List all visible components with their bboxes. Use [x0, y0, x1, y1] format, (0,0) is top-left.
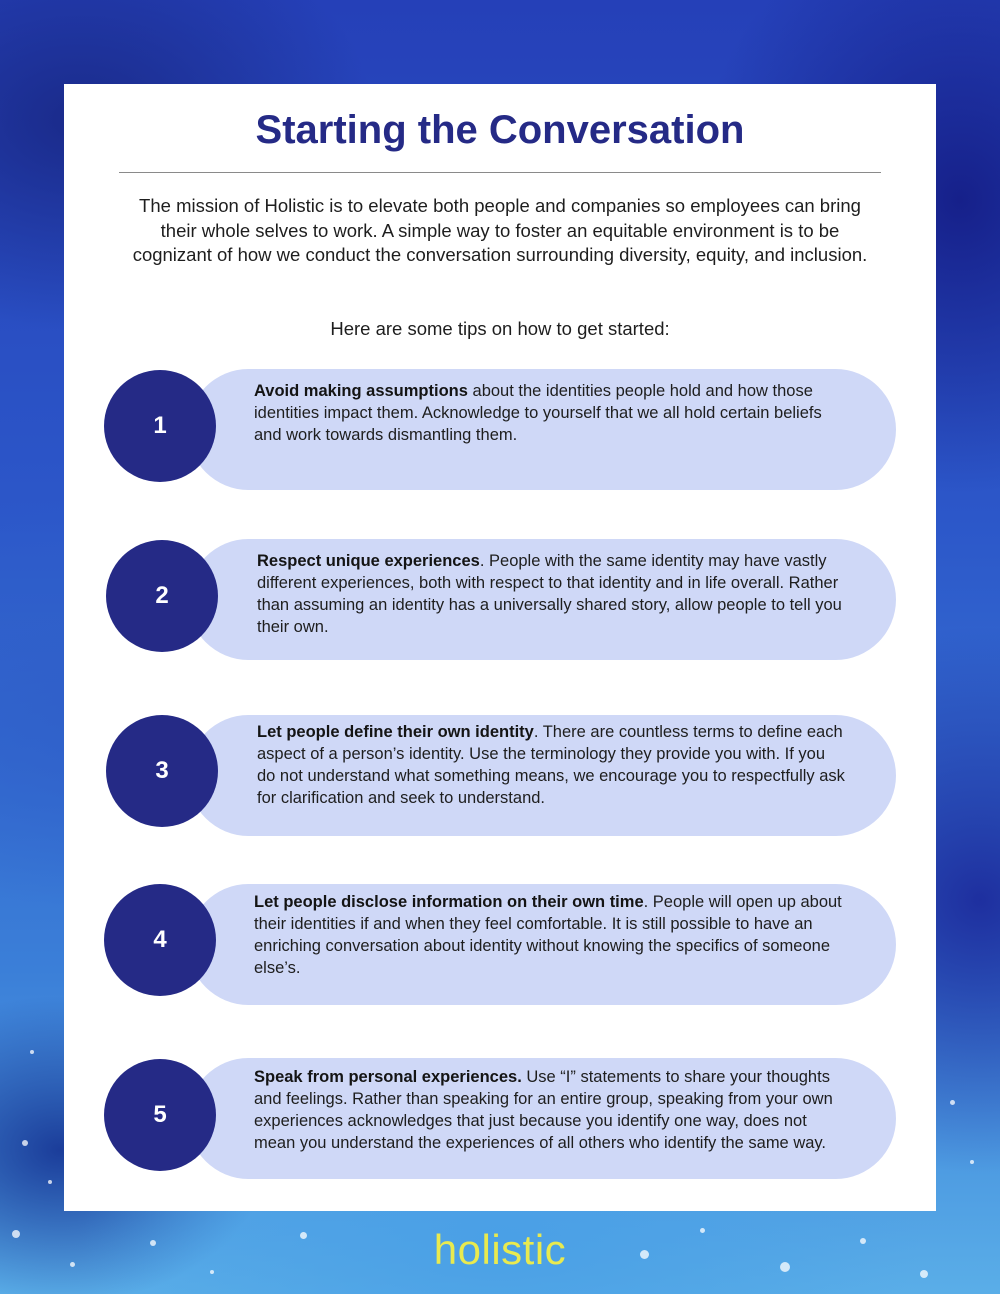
tip-number-badge: [104, 370, 216, 482]
tip-item-2: [100, 539, 900, 660]
tip-heading: Respect unique experiences: [257, 552, 480, 570]
tip-body: . There are countless terms to define each aspect of a person’s identity. Use the terminology they provide you with. If you do not understand what something means, we encourage you to respectfully ask for clarification and seek to understand.: [257, 723, 845, 807]
tips-lead-in: Here are some tips on how to get started:: [330, 318, 670, 339]
tip-number-badge: [106, 540, 218, 652]
tip-item-4: [100, 884, 900, 1005]
tip-number: 4: [153, 926, 167, 953]
tip-heading: Speak from personal experiences.: [254, 1068, 522, 1086]
tip-body: about the identities people hold and how those identities impact them. Acknowledge to yourself that we all hold certain beliefs and work towards dismantling them.: [254, 382, 822, 444]
tip-number-badge: [104, 1059, 216, 1171]
tip-body: Use “I” statements to share your thoughts and feelings. Rather than speaking for an entire group, speaking from your own experiences acknowledges that just because you identify one way, does not mean you understand the experiences of all others who identify the same way.: [254, 1068, 833, 1152]
tip-text: [257, 550, 847, 638]
tip-text: [254, 380, 844, 446]
tip-heading: Let people define their own identity: [257, 723, 534, 741]
tip-item-1: [100, 369, 900, 490]
tip-text: [254, 891, 844, 979]
tip-number-badge: [106, 715, 218, 827]
tip-number: 1: [153, 412, 167, 439]
tip-heading: Avoid making assumptions: [254, 382, 468, 400]
tip-heading: Let people disclose information on their own time: [254, 893, 644, 911]
tip-text: [257, 721, 847, 809]
tip-number: 5: [153, 1101, 167, 1128]
tip-text: [254, 1066, 844, 1154]
holistic-logo: holistic: [433, 1226, 567, 1273]
intro-paragraph: The mission of Holistic is to elevate both people and companies so employees can bring their whole selves to work. A simple way to foster an equitable environment is to be cognizant of how we conduct the conversation surrounding diversity, equity, and inclusion.: [132, 195, 868, 265]
title-divider: [119, 172, 881, 173]
page-title: Starting the Conversation: [255, 108, 745, 152]
tip-body: . People will open up about their identities if and when they feel comfortable. It is still possible to have an enriching conversation about identity without knowing the specifics of someone else’s.: [254, 893, 842, 977]
tip-item-5: [100, 1058, 900, 1179]
tip-body: . People with the same identity may have vastly different experiences, both with respect to that identity and in life overall. Rather than assuming an identity has a universally shared story, allow people to tell you their own.: [257, 552, 842, 636]
tip-item-3: [100, 715, 900, 836]
tip-number: 3: [155, 757, 169, 784]
tip-number-badge: [104, 884, 216, 996]
tip-number: 2: [155, 582, 169, 609]
